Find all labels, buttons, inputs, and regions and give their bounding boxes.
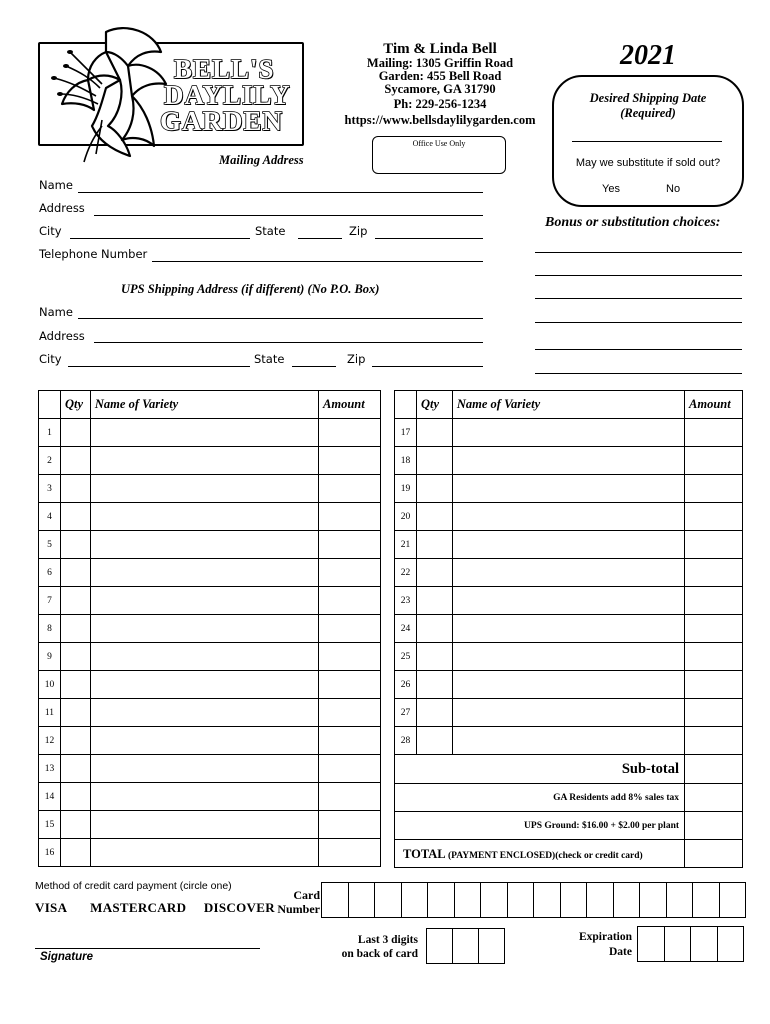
row-number: 27: [395, 699, 417, 727]
amount-cell[interactable]: [319, 839, 381, 867]
amount-cell[interactable]: [319, 475, 381, 503]
variety-cell[interactable]: [90, 475, 318, 503]
exp-digit-box[interactable]: [637, 926, 665, 962]
card-digit-box[interactable]: [534, 882, 561, 918]
row-number: 8: [39, 615, 61, 643]
qty-cell[interactable]: [60, 699, 90, 727]
card-digit-box[interactable]: [614, 882, 641, 918]
qty-cell[interactable]: [416, 419, 452, 447]
table-row: [395, 615, 743, 643]
variety-cell[interactable]: [452, 615, 684, 643]
bonus-line-2[interactable]: [535, 275, 742, 276]
exp-digit-box[interactable]: [665, 926, 692, 962]
qty-cell[interactable]: [60, 559, 90, 587]
exp-digit-box[interactable]: [718, 926, 745, 962]
qty-cell[interactable]: [416, 447, 452, 475]
table-row: [39, 559, 381, 587]
table-row: [395, 727, 743, 755]
table-header-row: [395, 391, 743, 419]
ups-zip-label: Zip: [347, 352, 366, 366]
variety-cell[interactable]: [90, 839, 318, 867]
table-row: [39, 447, 381, 475]
mailing-phone-label: Telephone Number: [39, 247, 148, 261]
card-number-boxes[interactable]: [321, 882, 746, 918]
amount-cell[interactable]: [685, 475, 743, 503]
cvv-digit-box[interactable]: [426, 928, 453, 964]
expiration-label-line1: Expiration: [578, 931, 632, 943]
row-number: 10: [39, 671, 61, 699]
last3-label-line1: Last 3 digits: [357, 934, 418, 946]
qty-header: Qty: [416, 391, 452, 419]
amount-cell[interactable]: [319, 447, 381, 475]
expiration-label-line2: Date: [609, 946, 632, 958]
variety-cell[interactable]: [90, 615, 318, 643]
mailing-phone-field[interactable]: [152, 261, 483, 262]
last3-label-line2: on back of card: [341, 948, 418, 960]
expiration-boxes[interactable]: [637, 926, 744, 962]
bonus-line-5[interactable]: [535, 349, 742, 350]
qty-cell[interactable]: [60, 503, 90, 531]
ups-heading: UPS Shipping Address (if different) (No P.O. Box): [121, 282, 380, 296]
total-row: [395, 840, 743, 868]
substitute-question: May we substitute if sold out?: [575, 157, 721, 169]
ups-state-field[interactable]: [292, 366, 336, 367]
year: 2021: [620, 40, 676, 71]
cvv-digit-box[interactable]: [479, 928, 505, 964]
total-label-detail: (PAYMENT ENCLOSED)(check or credit card): [445, 850, 643, 861]
ups-city-field[interactable]: [68, 366, 250, 367]
variety-cell[interactable]: [90, 755, 318, 783]
card-digit-box[interactable]: [321, 882, 349, 918]
qty-cell[interactable]: [416, 671, 452, 699]
amount-cell[interactable]: [685, 531, 743, 559]
row-number: 15: [39, 811, 61, 839]
card-digit-box[interactable]: [349, 882, 376, 918]
phone: Ph: 229-256-1234: [393, 97, 487, 111]
office-use-label: Office Use Only: [412, 139, 466, 148]
variety-cell[interactable]: [90, 671, 318, 699]
ups-state-label: State: [254, 352, 285, 366]
variety-cell[interactable]: [452, 447, 684, 475]
tax-label: GA Residents add 8% sales tax: [395, 784, 685, 812]
table-row: [39, 699, 381, 727]
row-number: 2: [39, 447, 61, 475]
amount-cell[interactable]: [319, 503, 381, 531]
row-number: 9: [39, 643, 61, 671]
amount-cell[interactable]: [319, 727, 381, 755]
row-number: 25: [395, 643, 417, 671]
amount-cell[interactable]: [685, 643, 743, 671]
row-number: 11: [39, 699, 61, 727]
garden-address: Garden: 455 Bell Road: [378, 69, 502, 83]
row-number: 18: [395, 447, 417, 475]
variety-cell[interactable]: [90, 419, 318, 447]
variety-cell[interactable]: [452, 587, 684, 615]
variety-cell[interactable]: [452, 531, 684, 559]
shipping-row: [395, 812, 743, 840]
table-row: [395, 419, 743, 447]
row-number: 26: [395, 671, 417, 699]
qty-cell[interactable]: [60, 531, 90, 559]
substitute-yes[interactable]: Yes: [602, 183, 620, 195]
card-number-label: [266, 888, 320, 916]
qty-cell[interactable]: [416, 559, 452, 587]
table-row: [395, 671, 743, 699]
shipping-date-title-line1: Desired Shipping Date: [589, 91, 707, 105]
amount-cell[interactable]: [685, 615, 743, 643]
table-row: [39, 419, 381, 447]
qty-cell[interactable]: [416, 531, 452, 559]
variety-cell[interactable]: [90, 727, 318, 755]
bonus-line-6[interactable]: [535, 373, 742, 374]
variety-header: Name of Variety: [90, 391, 318, 419]
qty-cell[interactable]: [60, 447, 90, 475]
amount-cell[interactable]: [319, 755, 381, 783]
amount-cell[interactable]: [685, 559, 743, 587]
table-row: [395, 503, 743, 531]
variety-cell[interactable]: [90, 811, 318, 839]
table-row: [39, 587, 381, 615]
row-number: 12: [39, 727, 61, 755]
card-digit-box[interactable]: [481, 882, 508, 918]
variety-cell[interactable]: [90, 559, 318, 587]
card-number-label-line1: Card: [293, 888, 320, 902]
amount-cell[interactable]: [685, 447, 743, 475]
variety-cell[interactable]: [90, 783, 318, 811]
table-header-row: [39, 391, 381, 419]
row-number: 24: [395, 615, 417, 643]
table-row: [39, 783, 381, 811]
city-state: Sycamore, GA 31790: [384, 82, 496, 96]
amount-cell[interactable]: [319, 699, 381, 727]
total-amount[interactable]: [685, 840, 743, 868]
qty-cell[interactable]: [60, 419, 90, 447]
qty-cell[interactable]: [416, 727, 452, 755]
amount-cell[interactable]: [685, 503, 743, 531]
total-label: [395, 840, 685, 868]
table-row: [395, 643, 743, 671]
row-number: 16: [39, 839, 61, 867]
qty-cell[interactable]: [60, 783, 90, 811]
qty-cell[interactable]: [416, 503, 452, 531]
ups-ground-label: UPS Ground: $16.00 + $2.00 per plant: [395, 812, 685, 840]
subtotal-label: Sub-total: [395, 755, 685, 784]
card-digit-box[interactable]: [455, 882, 482, 918]
order-table-left: [38, 390, 381, 867]
mailing-address-label: Address: [39, 201, 85, 215]
mailing-name-field[interactable]: [78, 192, 483, 193]
card-digit-box[interactable]: [561, 882, 588, 918]
row-number: 1: [39, 419, 61, 447]
table-row: [395, 587, 743, 615]
row-number: 3: [39, 475, 61, 503]
amount-header: Amount: [319, 391, 381, 419]
qty-cell[interactable]: [60, 839, 90, 867]
expiration-label: [562, 930, 632, 960]
tax-row: [395, 784, 743, 812]
qty-cell[interactable]: [60, 475, 90, 503]
mailing-state-label: State: [255, 224, 286, 238]
variety-cell[interactable]: [452, 699, 684, 727]
mailing-city-label: City: [39, 224, 62, 238]
qty-cell[interactable]: [416, 615, 452, 643]
amount-cell[interactable]: [685, 419, 743, 447]
row-num-header: [395, 391, 417, 419]
website: https://www.bellsdaylilygarden.com: [344, 113, 536, 127]
qty-cell[interactable]: [416, 587, 452, 615]
amount-cell[interactable]: [319, 559, 381, 587]
subtotal-row: [395, 755, 743, 784]
table-row: [395, 699, 743, 727]
shipping-date-box: [552, 75, 744, 207]
variety-cell[interactable]: [90, 531, 318, 559]
variety-cell[interactable]: [452, 503, 684, 531]
qty-cell[interactable]: [60, 811, 90, 839]
table-row: [395, 531, 743, 559]
owner-name: Tim & Linda Bell: [383, 41, 497, 57]
row-number: 14: [39, 783, 61, 811]
ups-name-label: Name: [39, 305, 73, 319]
variety-cell[interactable]: [90, 587, 318, 615]
table-row: [395, 559, 743, 587]
card-digit-box[interactable]: [640, 882, 667, 918]
row-number: 22: [395, 559, 417, 587]
ups-name-field[interactable]: [78, 318, 483, 319]
card-number-label-line2: Number: [277, 902, 320, 916]
variety-header: Name of Variety: [452, 391, 684, 419]
mailing-name-label: Name: [39, 178, 73, 192]
office-use-box: [372, 136, 506, 174]
qty-cell[interactable]: [60, 615, 90, 643]
table-row: [395, 447, 743, 475]
ups-address-field[interactable]: [94, 342, 483, 343]
payment-method-label: Method of credit card payment (circle one): [35, 880, 232, 892]
row-number: 23: [395, 587, 417, 615]
amount-header: Amount: [685, 391, 743, 419]
amount-cell[interactable]: [319, 671, 381, 699]
bonus-line-4[interactable]: [535, 322, 742, 323]
logo: [38, 42, 304, 146]
qty-cell[interactable]: [60, 727, 90, 755]
table-row: [39, 503, 381, 531]
bonus-line-3[interactable]: [535, 298, 742, 299]
table-row: [39, 811, 381, 839]
table-row: [39, 643, 381, 671]
card-brands: [35, 900, 275, 916]
amount-cell[interactable]: [319, 783, 381, 811]
card-digit-box[interactable]: [720, 882, 747, 918]
ups-city-label: City: [39, 352, 62, 366]
card-digit-box[interactable]: [402, 882, 429, 918]
shipping-date-field[interactable]: [572, 141, 722, 142]
card-digit-box[interactable]: [667, 882, 694, 918]
total-label-bold: TOTAL: [403, 846, 446, 861]
card-digit-box[interactable]: [428, 882, 455, 918]
mailing-heading: Mailing Address: [219, 153, 304, 167]
mailing-address: Mailing: 1305 Griffin Road: [366, 56, 514, 70]
shipping-date-title: [554, 91, 742, 121]
row-number: 4: [39, 503, 61, 531]
amount-cell[interactable]: [319, 419, 381, 447]
order-table-right: [394, 390, 743, 868]
tax-amount[interactable]: [685, 784, 743, 812]
mailing-city-field[interactable]: [70, 238, 250, 239]
card-digit-box[interactable]: [375, 882, 402, 918]
variety-cell[interactable]: [452, 727, 684, 755]
qty-cell[interactable]: [60, 755, 90, 783]
row-number: 6: [39, 559, 61, 587]
table-row: [39, 755, 381, 783]
variety-cell[interactable]: [452, 643, 684, 671]
row-number: 20: [395, 503, 417, 531]
qty-cell[interactable]: [60, 643, 90, 671]
table-row: [39, 531, 381, 559]
order-table-left-body: [39, 419, 381, 867]
row-number: 7: [39, 587, 61, 615]
substitute-no[interactable]: No: [666, 183, 681, 195]
mailing-zip-field[interactable]: [375, 238, 483, 239]
amount-cell[interactable]: [319, 587, 381, 615]
variety-cell[interactable]: [452, 671, 684, 699]
amount-cell[interactable]: [319, 531, 381, 559]
row-number: 13: [39, 755, 61, 783]
signature-label: Signature: [40, 951, 94, 963]
card-digit-box[interactable]: [587, 882, 614, 918]
bonus-line-1[interactable]: [535, 252, 742, 253]
amount-cell[interactable]: [319, 615, 381, 643]
order-table-right-body: [395, 419, 743, 755]
card-digit-box[interactable]: [693, 882, 720, 918]
mastercard-option[interactable]: MASTERCARD: [90, 900, 187, 915]
table-row: [39, 839, 381, 867]
qty-cell[interactable]: [416, 643, 452, 671]
table-row: [39, 615, 381, 643]
last3-label: [326, 933, 418, 961]
qty-cell[interactable]: [60, 671, 90, 699]
visa-option[interactable]: VISA: [35, 900, 67, 915]
bonus-title: Bonus or substitution choices:: [545, 215, 721, 230]
row-number: 17: [395, 419, 417, 447]
variety-cell[interactable]: [90, 447, 318, 475]
amount-cell[interactable]: [685, 587, 743, 615]
security-code-boxes[interactable]: [426, 928, 505, 964]
mailing-zip-label: Zip: [349, 224, 368, 238]
variety-cell[interactable]: [452, 475, 684, 503]
variety-cell[interactable]: [452, 559, 684, 587]
variety-cell[interactable]: [90, 643, 318, 671]
row-number: 5: [39, 531, 61, 559]
mailing-state-field[interactable]: [298, 238, 342, 239]
shipping-amount[interactable]: [685, 812, 743, 840]
table-row: [395, 475, 743, 503]
row-number: 21: [395, 531, 417, 559]
exp-digit-box[interactable]: [691, 926, 718, 962]
logo-line-daylily: DAYLILY: [164, 80, 291, 110]
discover-option[interactable]: DISCOVER: [203, 900, 275, 915]
contact-block: [320, 41, 560, 127]
amount-cell[interactable]: [685, 699, 743, 727]
qty-header: Qty: [60, 391, 90, 419]
ups-address-label: Address: [39, 329, 85, 343]
table-row: [39, 727, 381, 755]
row-number: 28: [395, 727, 417, 755]
table-row: [39, 475, 381, 503]
qty-cell[interactable]: [60, 587, 90, 615]
subtotal-amount[interactable]: [685, 755, 743, 784]
amount-cell[interactable]: [319, 643, 381, 671]
amount-cell[interactable]: [319, 811, 381, 839]
row-num-header: [39, 391, 61, 419]
signature-line[interactable]: [35, 948, 260, 949]
amount-cell[interactable]: [685, 671, 743, 699]
cvv-digit-box[interactable]: [453, 928, 479, 964]
card-digit-box[interactable]: [508, 882, 535, 918]
mailing-address-field[interactable]: [94, 215, 483, 216]
variety-cell[interactable]: [90, 699, 318, 727]
qty-cell[interactable]: [416, 699, 452, 727]
variety-cell[interactable]: [452, 419, 684, 447]
table-row: [39, 671, 381, 699]
variety-cell[interactable]: [90, 503, 318, 531]
row-number: 19: [395, 475, 417, 503]
ups-zip-field[interactable]: [372, 366, 483, 367]
amount-cell[interactable]: [685, 727, 743, 755]
logo-line-bells: BELL'S: [174, 54, 275, 84]
shipping-date-required: (Required): [620, 106, 676, 120]
qty-cell[interactable]: [416, 475, 452, 503]
logo-line-garden: GARDEN: [160, 106, 284, 136]
